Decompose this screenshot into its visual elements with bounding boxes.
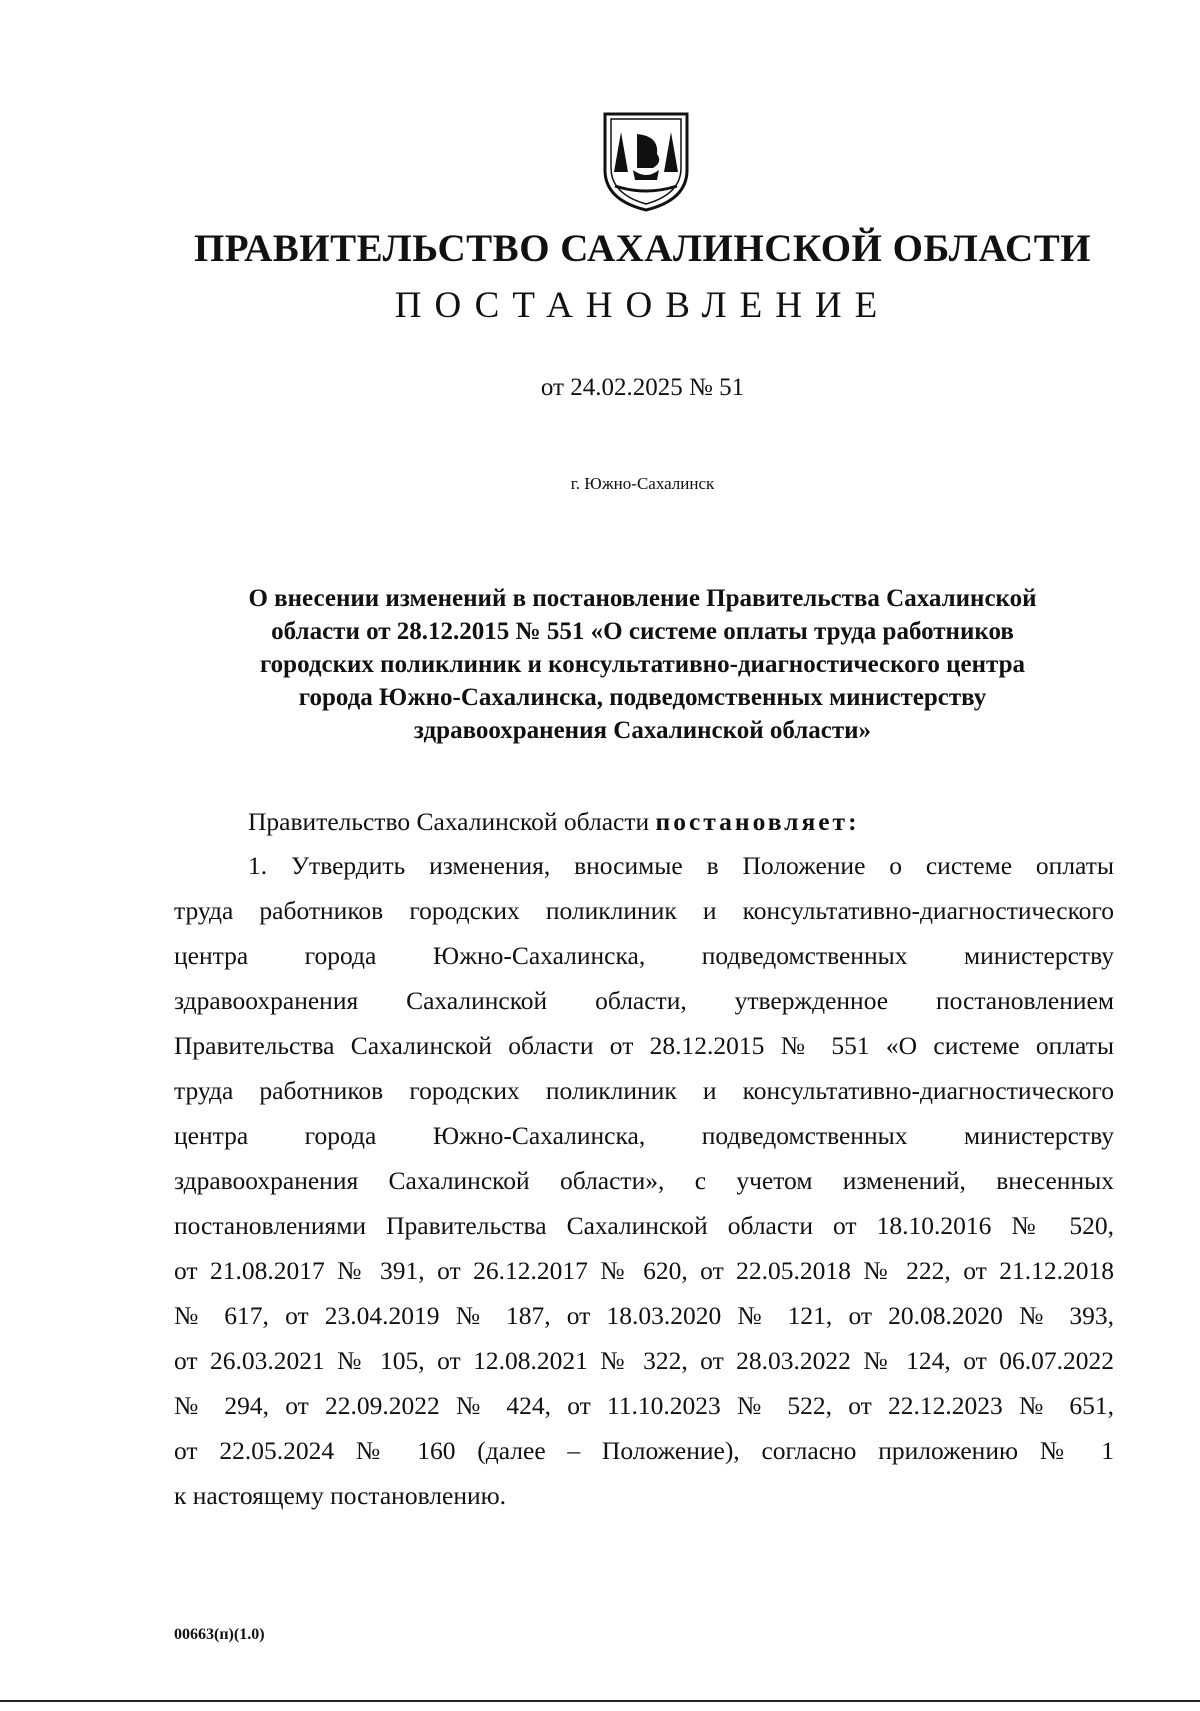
subject-line: городских поликлиник и консультативно-диагностического центра (259, 651, 1026, 678)
paragraph-line: центра города Южно-Сахалинска, подведомственных министерству (174, 1121, 1114, 1150)
subject-line: города Южно-Сахалинска, подведомственных министерству (298, 684, 987, 711)
subject-line: О внесении изменений в постановление Правительства Сахалинской (248, 585, 1037, 612)
document-subject (190, 582, 1095, 747)
paragraph-line: № 294, от 22.09.2022 № 424, от 11.10.2023 № 522, от 22.12.2023 № 651, (174, 1391, 1114, 1420)
preamble-emphasis: постановляет: (655, 807, 860, 836)
document-code: 00663(п)(1.0) (174, 1626, 265, 1643)
paragraph-line: труда работников городских поликлиник и консультативно-диагностического (174, 1076, 1114, 1105)
paragraph-line: к настоящему постановлению. (174, 1481, 507, 1510)
paragraph-line: Правительства Сахалинской области от 28.12.2015 № 551 «О системе оплаты (174, 1031, 1114, 1060)
paragraph-line: постановлениями Правительства Сахалинской области от 18.10.2016 № 520, (174, 1211, 1114, 1240)
document-city: г. Южно-Сахалинск (570, 474, 715, 493)
paragraph-line: № 617, от 23.04.2019 № 187, от 18.03.2020 № 121, от 20.08.2020 № 393, (174, 1301, 1114, 1330)
paragraph-line: 1. Утвердить изменения, вносимые в Положение о системе оплаты (248, 851, 1114, 880)
paragraph-line: от 21.08.2017 № 391, от 26.12.2017 № 620, от 22.05.2018 № 222, от 21.12.2018 (174, 1256, 1114, 1285)
paragraph-line: центра города Южно-Сахалинска, подведомственных министерству (174, 941, 1114, 970)
subject-line: области от 28.12.2015 № 551 «О системе оплаты труда работников (271, 618, 1014, 645)
document-type: ПОСТАНОВЛЕНИЕ (394, 285, 891, 326)
paragraph-line: здравоохранения Сахалинской области», с учетом изменений, внесенных (174, 1166, 1114, 1195)
sakhalin-coat-of-arms-icon (597, 110, 695, 212)
preamble-text: Правительство Сахалинской области (248, 807, 656, 836)
paragraph-line: здравоохранения Сахалинской области, утвержденное постановлением (174, 986, 1114, 1015)
organization-title: ПРАВИТЕЛЬСТВО САХАЛИНСКОЙ ОБЛАСТИ (193, 227, 1092, 270)
paragraph-line: от 22.05.2024 № 160 (далее – Положение), согласно приложению № 1 (174, 1436, 1114, 1465)
preamble (248, 807, 860, 837)
paragraph-line: от 26.03.2021 № 105, от 12.08.2021 № 322, от 28.03.2022 № 124, от 06.07.2022 (174, 1346, 1114, 1375)
paragraph-line: труда работников городских поликлиник и консультативно-диагностического (174, 896, 1114, 925)
subject-line: здравоохранения Сахалинской области» (413, 717, 872, 744)
document-date-number: от 24.02.2025 № 51 (540, 374, 745, 401)
bottom-rule (0, 1700, 1200, 1702)
